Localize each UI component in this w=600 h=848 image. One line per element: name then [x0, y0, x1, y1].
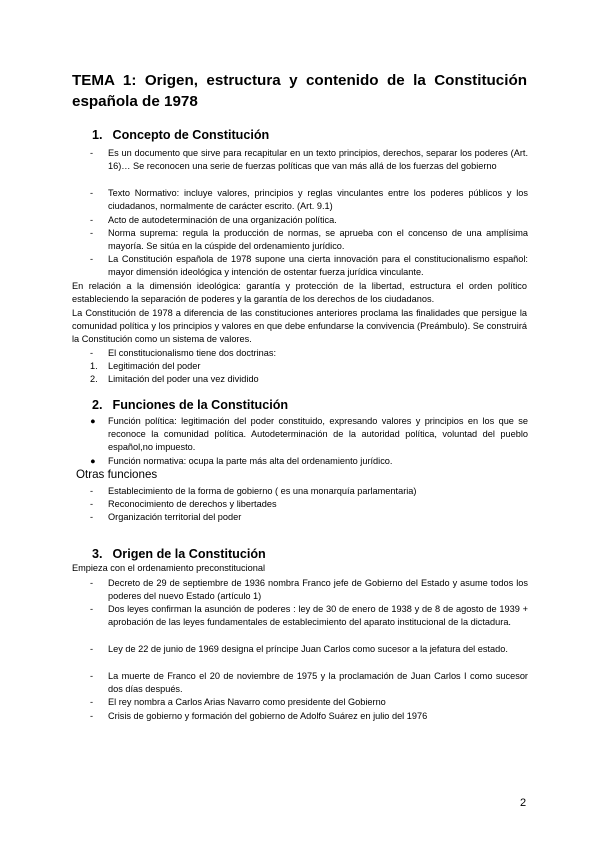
list-item [90, 511, 528, 524]
list-item [90, 498, 528, 511]
list-item [90, 227, 528, 253]
list-item-text: La Constitución española de 1978 supone una cierta innovación para el constitucionalismo español: mayor dimensión ideológica y intención de ostentar fuerza jurídica vinculante. [108, 254, 528, 278]
list-item-text: La muerte de Franco el 20 de noviembre de 1975 y la proclamación de Juan Carlos I como sucesor dos días después. [108, 671, 528, 695]
list-item-text: Reconocimiento de derechos y libertades [108, 499, 277, 509]
list-item-text: Función política: legitimación del poder constituido, expresando valores y principios en los que se reconoce la comunidad política. Autodeterminación de la autoridad política, voluntad del pueblo español,no impuesto. [108, 416, 528, 453]
list-item-text: Crisis de gobierno y formación del gobierno de Adolfo Suárez en julio del 1976 [108, 711, 428, 721]
section-2-number: 2. [92, 398, 103, 412]
list-item [90, 710, 528, 723]
list-item [90, 670, 528, 696]
bullet-marker: - [90, 348, 94, 358]
numbered-item-text: Legitimación del poder [108, 361, 201, 371]
list-item-text: Acto de autodeterminación de una organización política. [108, 215, 337, 225]
list-item [90, 253, 528, 279]
section-2-title: Funciones de la Constitución [112, 398, 289, 412]
bullet-marker: - [90, 711, 94, 721]
bullet-marker: - [90, 148, 94, 158]
bullet-marker: - [90, 512, 94, 522]
list-item [90, 415, 528, 455]
list-item [90, 455, 528, 468]
paragraph-constitution-1978: La Constitución de 1978 a diferencia de las constituciones anteriores proclama las finalidades que persigue la comunidad política y los principios y valores en que debe enfundarse la convivencia (Preámbulo). Se construirá la Constitución como un sistema de valores. [72, 308, 527, 345]
bullet-marker: - [90, 254, 94, 264]
bullet-marker: - [90, 188, 94, 198]
list-item-text: Es un documento que sirve para recapitular en un texto principios, derechos, separar los poderes (Art. 16)… Se reconocen una serie de fuerzas políticas que van más allá de los fuerzas del gobierno [108, 148, 528, 172]
bullet-marker: ● [90, 456, 96, 466]
section-1-number: 1. [92, 128, 103, 142]
list-item-text: Función normativa: ocupa la parte más alta del ordenamiento jurídico. [108, 456, 393, 466]
list-item-text: El rey nombra a Carlos Arias Navarro como presidente del Gobierno [108, 697, 386, 707]
list-item [90, 603, 528, 629]
page-number: 2 [520, 797, 527, 809]
bullet-marker: - [90, 228, 94, 238]
list-item-text: El constitucionalismo tiene dos doctrinas: [108, 348, 277, 358]
list-item-text: Decreto de 29 de septiembre de 1936 nombra Franco jefe de Gobierno del Estado y asume todos los poderes del nuevo Estado (artículo 1) [108, 578, 528, 602]
bullet-marker: ● [90, 416, 96, 426]
section-3-number: 3. [92, 547, 103, 561]
list-item [90, 187, 528, 213]
other-functions-heading: Otras funciones [76, 468, 158, 481]
number-marker: 2. [90, 374, 98, 384]
numbered-item [90, 373, 528, 386]
bullet-marker: - [90, 578, 94, 588]
bullet-marker: - [90, 644, 94, 654]
section-2-heading [92, 398, 288, 412]
list-item-text: Organización territorial del poder [108, 512, 242, 522]
list-item-text: Establecimiento de la forma de gobierno ( es una monarquía parlamentaria) [108, 486, 417, 496]
bullet-marker: - [90, 215, 94, 225]
list-item [90, 347, 528, 360]
section-3-heading [92, 547, 266, 561]
bullet-marker: - [90, 604, 94, 614]
section-3-intro: Empieza con el ordenamiento preconstitucional [72, 563, 266, 573]
list-item [90, 147, 528, 173]
list-item-text: Dos leyes confirman la asunción de poderes : ley de 30 de enero de 1938 y de 8 de agosto de 1939 + aprobación de las leyes fundamentales de establecimiento del aparato institucional de la dictadura. [108, 604, 528, 628]
list-item-text: Ley de 22 de junio de 1969 designa el príncipe Juan Carlos como sucesor a la jefatura del estado. [108, 644, 508, 654]
number-marker: 1. [90, 361, 98, 371]
list-item [90, 643, 528, 656]
bullet-marker: - [90, 486, 94, 496]
list-item-text: Texto Normativo: incluye valores, principios y reglas vinculantes entre los poderes públicos y los ciudadanos, normalmente de carácter escrito. (Art. 9.1) [108, 188, 528, 212]
list-item [90, 214, 528, 227]
list-item [90, 696, 528, 709]
list-item [90, 485, 528, 498]
bullet-marker: - [90, 499, 94, 509]
list-item [90, 577, 528, 603]
section-3-title: Origen de la Constitución [112, 547, 266, 561]
paragraph-ideological: En relación a la dimensión ideológica: garantía y protección de la libertad, estructura el orden político estableciendo la separación de poderes y la garantía de los derechos de los ciudadanos. [72, 281, 527, 305]
document-title: TEMA 1: Origen, estructura y contenido de la Constitución española de 1978 [72, 72, 527, 110]
section-1-heading [92, 128, 269, 142]
list-item-text: Norma suprema: regula la producción de normas, se aprueba con el concenso de una amplísima mayoría. Se sitúa en la cúspide del ordenamiento jurídico. [108, 228, 528, 252]
numbered-item [90, 360, 528, 373]
bullet-marker: - [90, 697, 94, 707]
section-1-title: Concepto de Constitución [112, 128, 270, 142]
numbered-item-text: Limitación del poder una vez dividido [108, 374, 259, 384]
bullet-marker: - [90, 671, 94, 681]
